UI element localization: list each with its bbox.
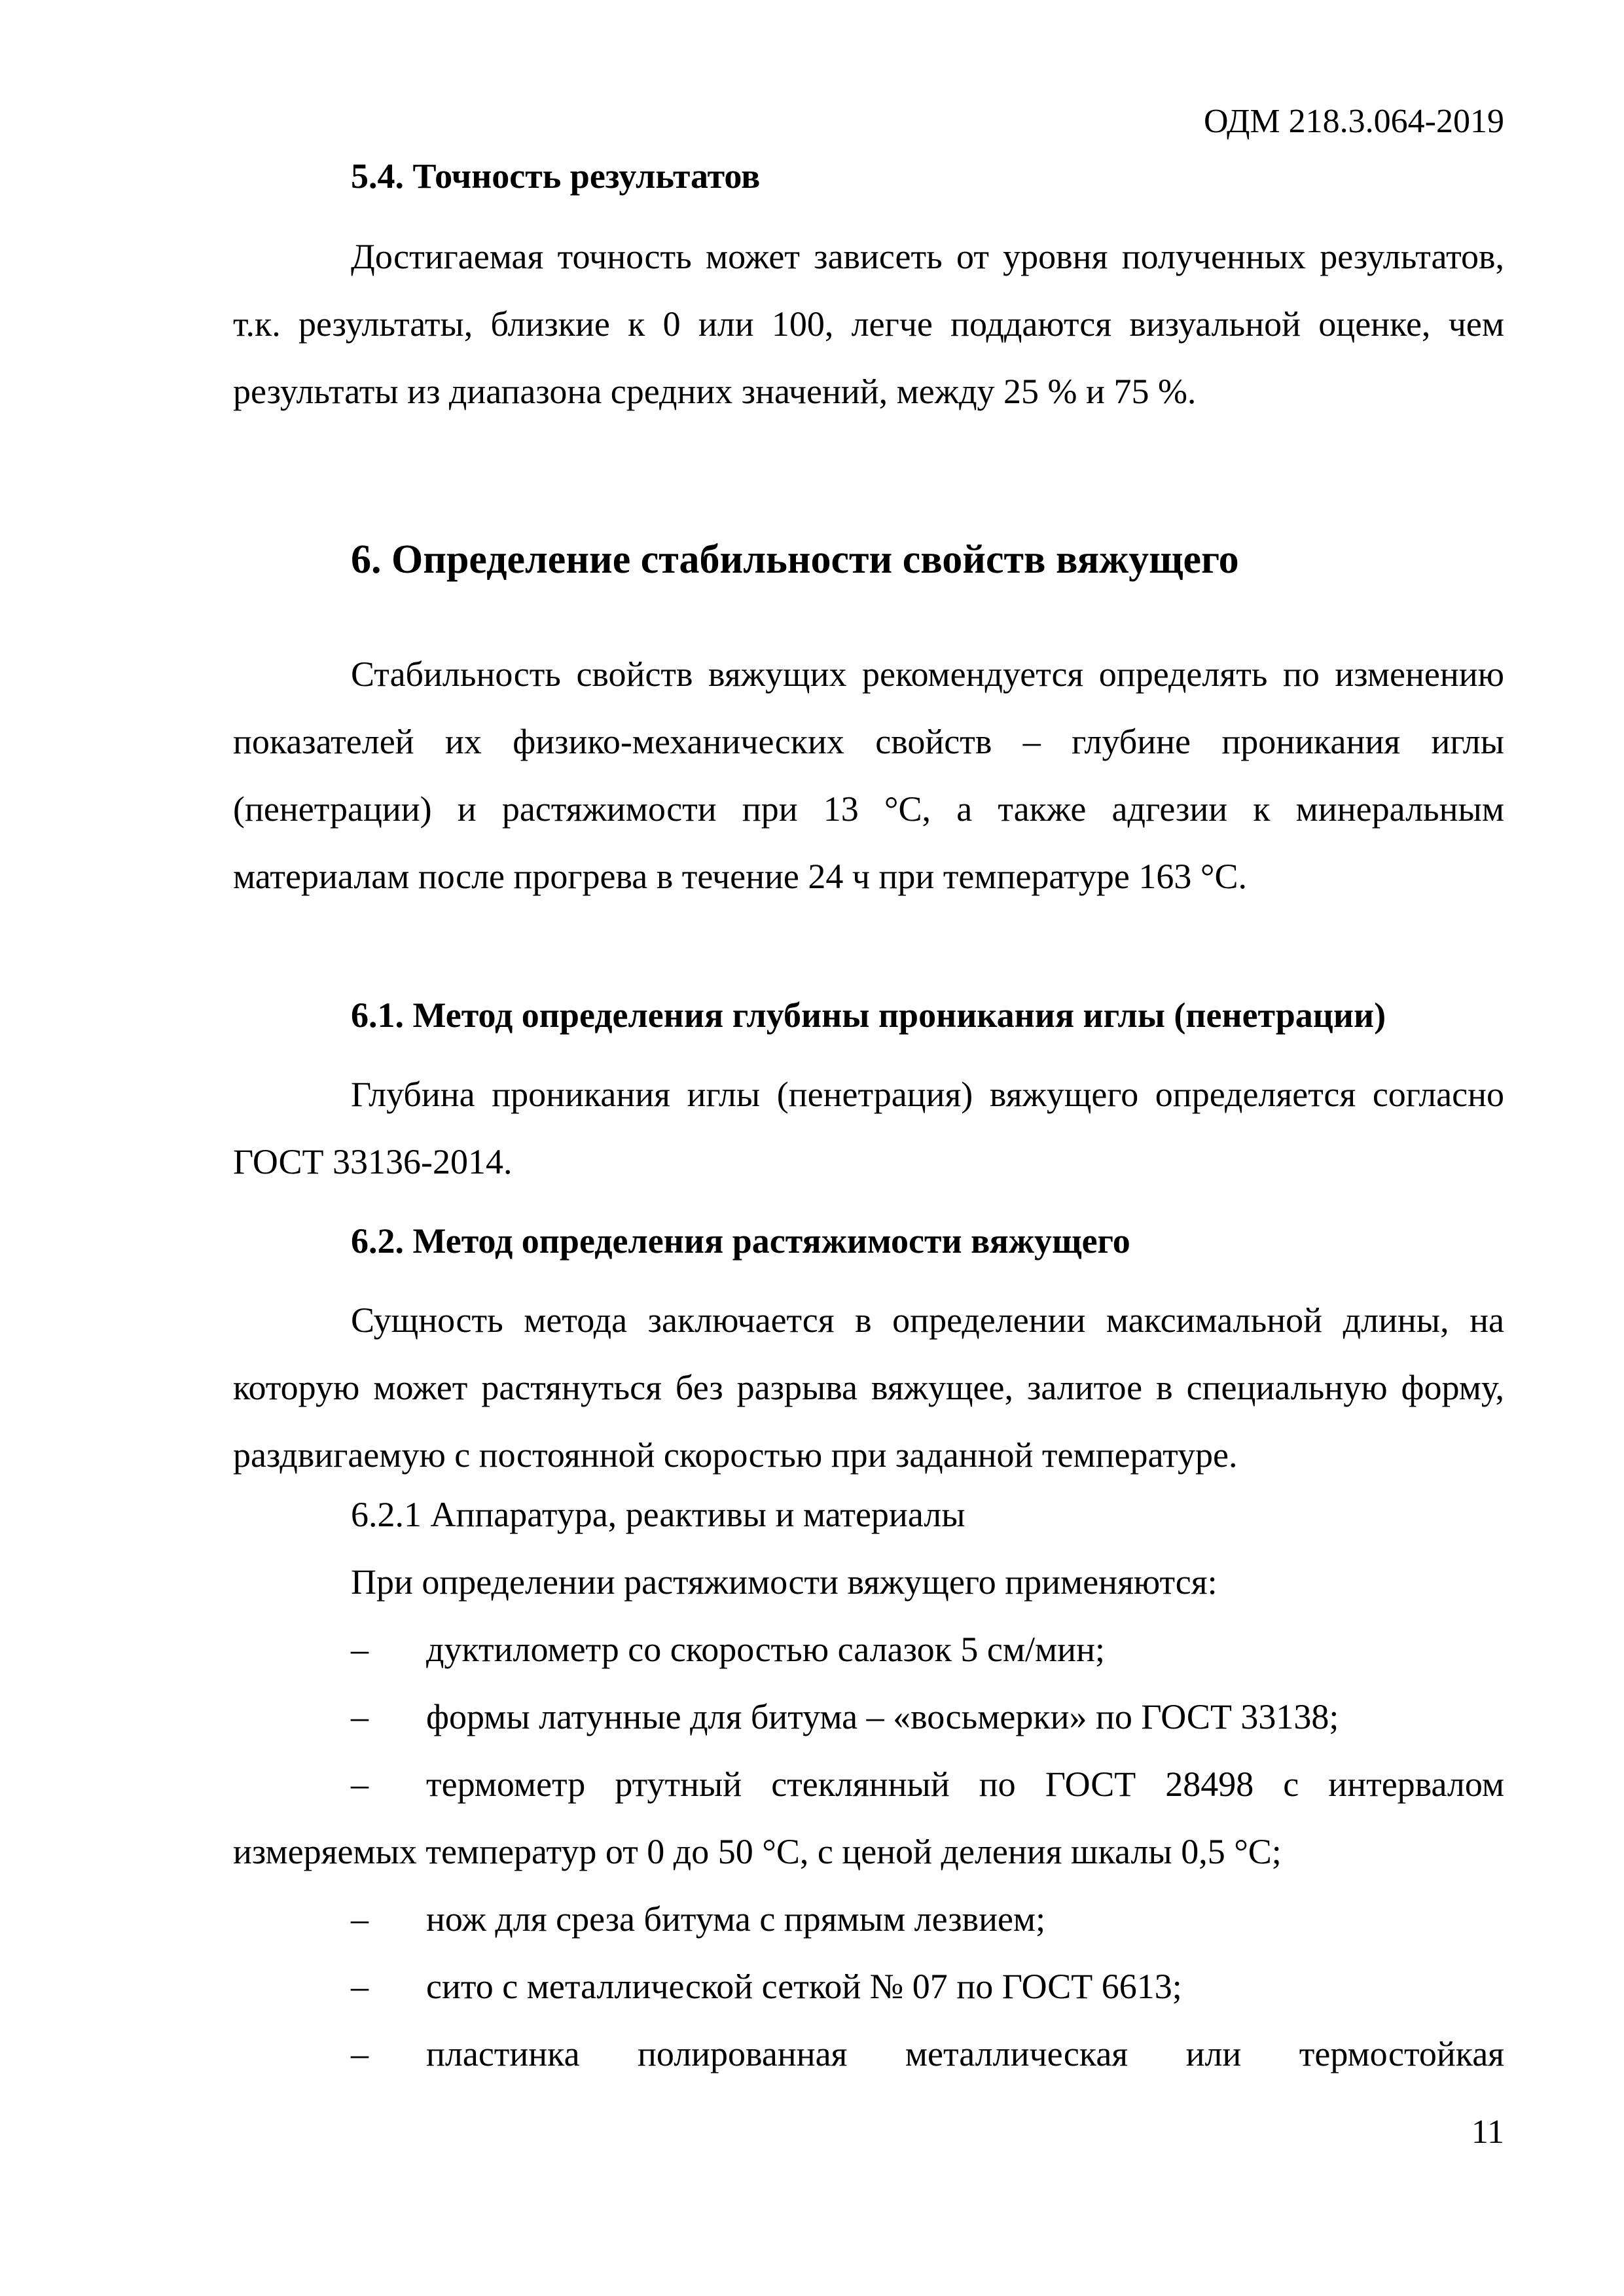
list-item-text: дуктилометр со скоростью салазок 5 см/мин; <box>426 1630 1105 1669</box>
document-code: ОДМ 218.3.064-2019 <box>1204 103 1504 140</box>
section-6-2-paragraph: Сущность метода заключается в определении максимальной длины, на которую может растянуться без разрыва вяжущее, залитое в специальную форму, раздвигаемую с постоянной скоростью при заданной температуре. <box>233 1300 1504 1475</box>
section-5-4 <box>233 143 1504 425</box>
section-6-paragraph: Стабильность свойств вяжущих рекомендуется определять по изменению показателей их физико-механических свойств – глубине проникания иглы (пенетрации) и растяжимости при 13 °С, а также адгезии к минеральным материалам после прогрева в течение 24 ч при температуре 163 °С. <box>233 655 1504 896</box>
list-dash: – <box>351 1630 369 1669</box>
subsection-6-2-1-title: 6.2.1 Аппаратура, реактивы и материалы <box>351 1495 965 1534</box>
section-6-1 <box>233 982 1504 1196</box>
list-dash: – <box>351 1765 369 1804</box>
list-dash: – <box>351 1899 369 1939</box>
list-item-text: сито с металлической сеткой № 07 по ГОСТ 6613; <box>426 1967 1182 2006</box>
list-dash: – <box>351 1697 369 1736</box>
list-dash: – <box>351 1967 369 2006</box>
section-5-4-title: 5.4. Точность результатов <box>351 156 761 196</box>
list-intro: При определении растяжимости вяжущего применяются: <box>351 1562 1218 1602</box>
list-dash: – <box>351 2034 369 2073</box>
page-number: 11 <box>1471 2113 1504 2151</box>
list-item-text: формы латунные для битума – «восьмерки» по ГОСТ 33138; <box>426 1697 1339 1736</box>
list-item-text: пластинка полированная металлическая или термостойкая <box>426 2034 1504 2073</box>
list-item <box>233 2020 1504 2088</box>
section-6-1-paragraph: Глубина проникания иглы (пенетрация) вяжущего определяется согласно ГОСТ 33136-2014. <box>233 1075 1504 1181</box>
list-item <box>233 1953 1504 2020</box>
section-6-1-title: 6.1. Метод определения глубины проникания иглы (пенетрации) <box>351 996 1386 1035</box>
list-item <box>233 1683 1504 1751</box>
list-item <box>233 1751 1504 1886</box>
list-item <box>233 1616 1504 1683</box>
list-item <box>233 1886 1504 1953</box>
section-6 <box>233 526 1504 910</box>
list-item-text: термометр ртутный стеклянный по ГОСТ 28498 с интервалом измеряемых температур от 0 до 50 °С, с ценой деления шкалы 0,5 °С; <box>233 1765 1504 1871</box>
list-item-text: нож для среза битума с прямым лезвием; <box>426 1899 1046 1939</box>
section-5-4-paragraph: Достигаемая точность может зависеть от уровня полученных результатов, т.к. результаты, близкие к 0 или 100, легче поддаются визуальной оценке, чем результаты из диапазона средних значений, между 25 % и 75 %. <box>233 237 1504 411</box>
section-6-2-title: 6.2. Метод определения растяжимости вяжущего <box>351 1221 1130 1261</box>
section-6-title: 6. Определение стабильности свойств вяжущего <box>351 537 1239 582</box>
section-6-2 <box>233 1208 1504 2088</box>
